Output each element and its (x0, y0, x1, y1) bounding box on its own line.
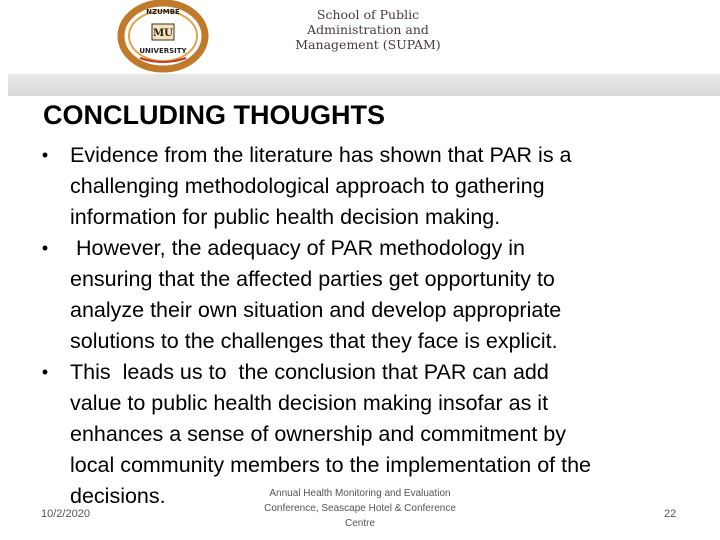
bullet-dot-icon: • (41, 238, 49, 258)
bullet-line: Evidence from the literature has shown that PAR is a (70, 143, 572, 167)
logo-bottom-text: UNIVERSITY (139, 47, 187, 55)
bullet-item (30, 233, 700, 357)
footer-conference-line: Conference, Seascape Hotel & Conference (264, 503, 456, 514)
bullet-line: analyze their own situation and develop appropriate (70, 298, 562, 322)
footer-date: 10/2/2020 (41, 508, 90, 520)
header-divider-strip (8, 74, 720, 96)
bullet-line: local community members to the implementation of the (70, 453, 592, 477)
bullet-line: challenging methodological approach to gathering (70, 174, 545, 198)
school-name-line: Management (SUPAM) (295, 37, 441, 52)
slide-title: CONCLUDING THOUGHTS (43, 100, 385, 130)
bullet-line: This leads us to the conclusion that PAR can add (70, 360, 549, 384)
bullet-line: value to public health decision making insofar as it (70, 391, 549, 415)
bullet-line: However, the adequacy of PAR methodology in (70, 236, 525, 260)
school-name (293, 7, 443, 52)
bullet-line: solutions to the challenges that they face is explicit. (70, 329, 558, 353)
school-name-line: Administration and (307, 22, 429, 37)
bullet-dot-icon: • (41, 362, 49, 382)
bullet-item (30, 140, 700, 233)
bullet-dot-icon: • (41, 145, 49, 165)
footer-conference-line: Centre (344, 518, 375, 529)
footer-conference (255, 486, 465, 531)
bullet-line: enhances a sense of ownership and commitment by (70, 422, 566, 446)
bullet-line: ensuring that the affected parties get opportunity to (70, 267, 555, 291)
footer-conference-line: Annual Health Monitoring and Evaluation (269, 488, 451, 499)
bullet-list (30, 140, 700, 512)
logo-top-text: NZUMBE (146, 8, 180, 16)
bullet-line: decisions. (70, 484, 166, 508)
school-name-line: School of Public (316, 7, 420, 22)
bullet-line: information for public health decision making. (70, 205, 501, 229)
logo-monogram: MU (153, 28, 173, 39)
slide-header (0, 0, 720, 82)
page-number: 22 (664, 508, 677, 520)
university-logo (110, 0, 216, 74)
